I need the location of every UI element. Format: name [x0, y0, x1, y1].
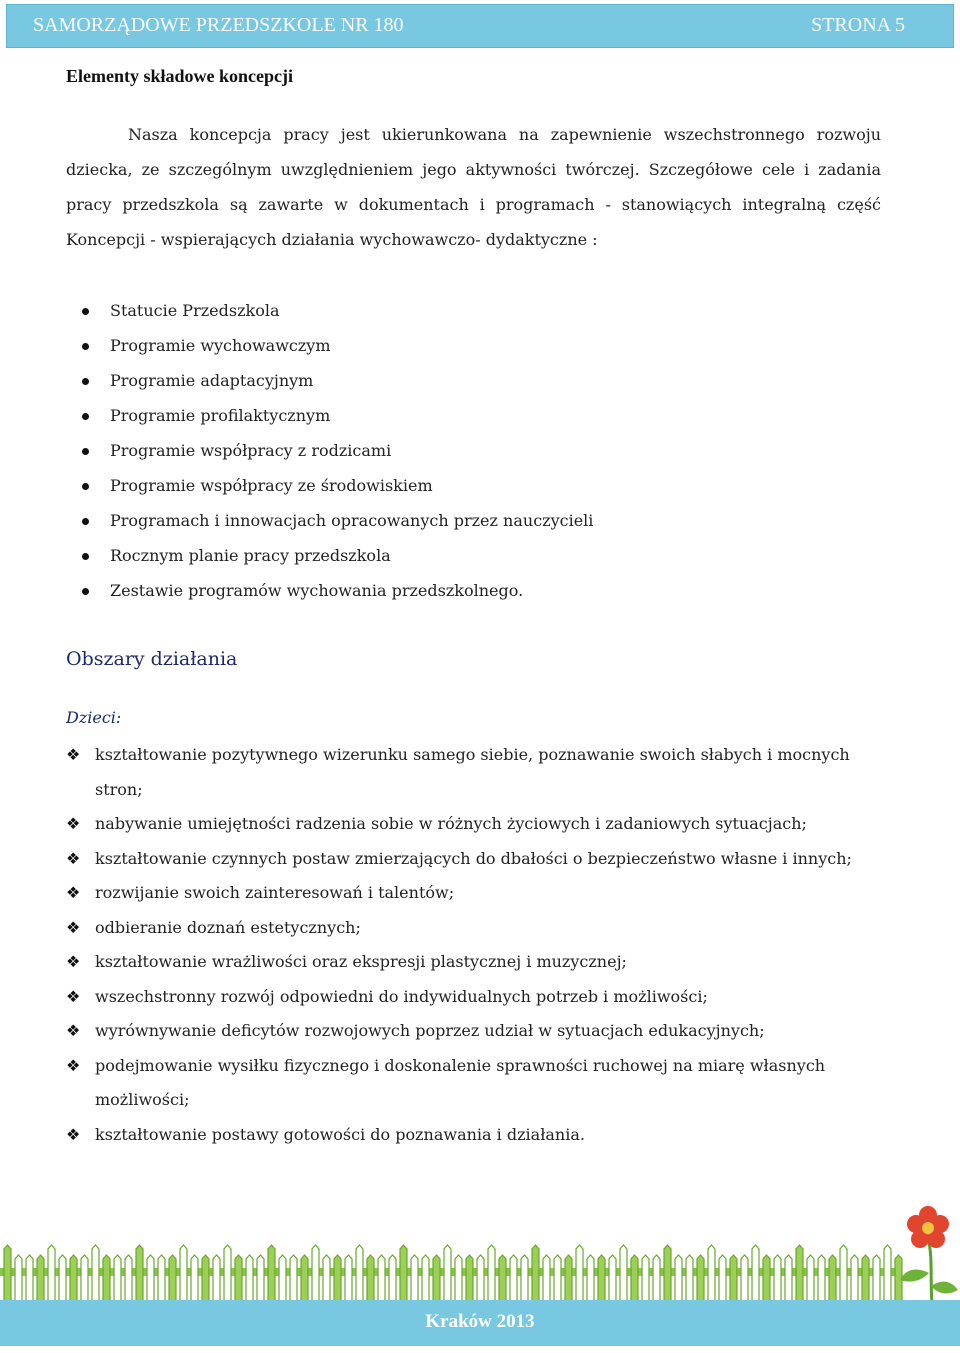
document-list-label: Programie wychowawczym — [110, 336, 331, 355]
footer-text: Kraków 2013 — [425, 1311, 535, 1332]
document-list-label: Programie współpracy ze środowiskiem — [110, 476, 433, 495]
document-list-item — [82, 366, 593, 401]
diamond-bullet-icon: ❖ — [66, 745, 81, 764]
diamond-bullet-icon: ❖ — [66, 883, 81, 902]
goal-list-item — [66, 1049, 886, 1118]
goal-list-label: wszechstronny rozwój odpowiedni do indywidualnych potrzeb i możliwości; — [95, 986, 708, 1006]
intro-paragraph: Nasza koncepcja pracy jest ukierunkowana na zapewnienie wszechstronnego rozwoju dziecka, ze szczególnym uwzględnieniem jego aktywności twórczej. Szczegółowe cele i zadania pracy przedszkola są zawarte w dokumentach i programach - stanowiących integralną część Koncepcji - wspierających działania wychowawczo- dydaktyczne : — [66, 125, 881, 249]
diamond-bullet-icon: ❖ — [66, 1124, 81, 1144]
document-list-item — [82, 296, 593, 331]
goal-list-label: kształtowanie postawy gotowości do poznawania i działania. — [95, 1124, 585, 1144]
bullet-icon — [82, 378, 89, 385]
goal-list-item — [66, 842, 886, 877]
diamond-bullet-icon: ❖ — [66, 848, 81, 868]
bullet-icon — [82, 343, 89, 350]
document-list-item — [82, 541, 593, 576]
bullet-icon — [82, 308, 89, 315]
diamond-bullet-icon: ❖ — [66, 1021, 81, 1040]
bullet-icon — [82, 518, 89, 525]
document-list-item — [82, 436, 593, 471]
goal-list-item — [66, 1014, 886, 1049]
goal-list-label: podejmowanie wysiłku fizycznego i doskonalenie sprawności ruchowej na miarę własnych możliwości; — [95, 1055, 826, 1109]
goal-list-item — [66, 876, 886, 911]
bullet-icon — [82, 483, 89, 490]
goal-list-item — [66, 980, 886, 1015]
document-list-item — [82, 506, 593, 541]
document-list-label: Programie adaptacyjnym — [110, 371, 314, 390]
goal-list-item — [66, 945, 886, 980]
fence-illustration — [0, 1198, 960, 1303]
bullet-icon — [82, 588, 89, 595]
document-list-item — [82, 331, 593, 366]
page-header — [6, 4, 954, 48]
goal-list-item — [66, 1118, 886, 1153]
areas-title: Obszary działania — [66, 648, 238, 670]
goal-list-label: nabywanie umiejętności radzenia sobie w różnych życiowych i zadaniowych sytuacjach; — [95, 814, 807, 833]
goal-list-item — [66, 807, 886, 842]
document-list-label: Programie współpracy z rodzicami — [110, 441, 392, 460]
section-title: Elementy składowe koncepcji — [66, 66, 293, 86]
document-list-label: Statucie Przedszkola — [110, 301, 280, 320]
document-list-label: Zestawie programów wychowania przedszkolnego. — [110, 581, 524, 600]
bullet-icon — [82, 448, 89, 455]
document-list — [82, 296, 593, 611]
diamond-bullet-icon: ❖ — [66, 952, 81, 971]
document-list-item — [82, 576, 593, 611]
goal-list-label: wyrównywanie deficytów rozwojowych poprzez udział w sytuacjach edukacyjnych; — [95, 1021, 765, 1040]
goal-list-label: kształtowanie czynnych postaw zmierzających do dbałości o bezpieczeństwo własne i innych; — [95, 848, 852, 868]
diamond-bullet-icon: ❖ — [66, 814, 81, 833]
bullet-icon — [82, 413, 89, 420]
bullet-icon — [82, 553, 89, 560]
diamond-bullet-icon: ❖ — [66, 917, 81, 937]
goal-list-label: rozwijanie swoich zainteresowań i talentów; — [95, 883, 455, 902]
goal-list-label: kształtowanie pozytywnego wizerunku samego siebie, poznawanie swoich słabych i mocnych stron; — [95, 745, 850, 799]
document-list-label: Programie profilaktycznym — [110, 406, 331, 425]
page-footer — [0, 1300, 960, 1346]
page-number: STRONA 5 — [811, 14, 905, 36]
goal-list-label: kształtowanie wrażliwości oraz ekspresji plastycznej i muzycznej; — [95, 952, 627, 971]
diamond-bullet-icon: ❖ — [66, 1055, 81, 1075]
diamond-bullet-icon: ❖ — [66, 986, 81, 1006]
school-name: SAMORZĄDOWE PRZEDSZKOLE NR 180 — [33, 14, 404, 36]
flower-icon — [900, 1206, 958, 1303]
children-label: Dzieci: — [66, 708, 122, 727]
document-list-item — [82, 401, 593, 436]
goal-list-item — [66, 738, 886, 807]
goal-list-label: odbieranie doznań estetycznych; — [95, 917, 361, 937]
goals-list — [66, 738, 886, 1152]
goal-list-item — [66, 911, 886, 946]
document-list-label: Rocznym planie pracy przedszkola — [110, 546, 391, 565]
document-list-item — [82, 471, 593, 506]
document-list-label: Programach i innowacjach opracowanych przez nauczycieli — [110, 511, 594, 530]
